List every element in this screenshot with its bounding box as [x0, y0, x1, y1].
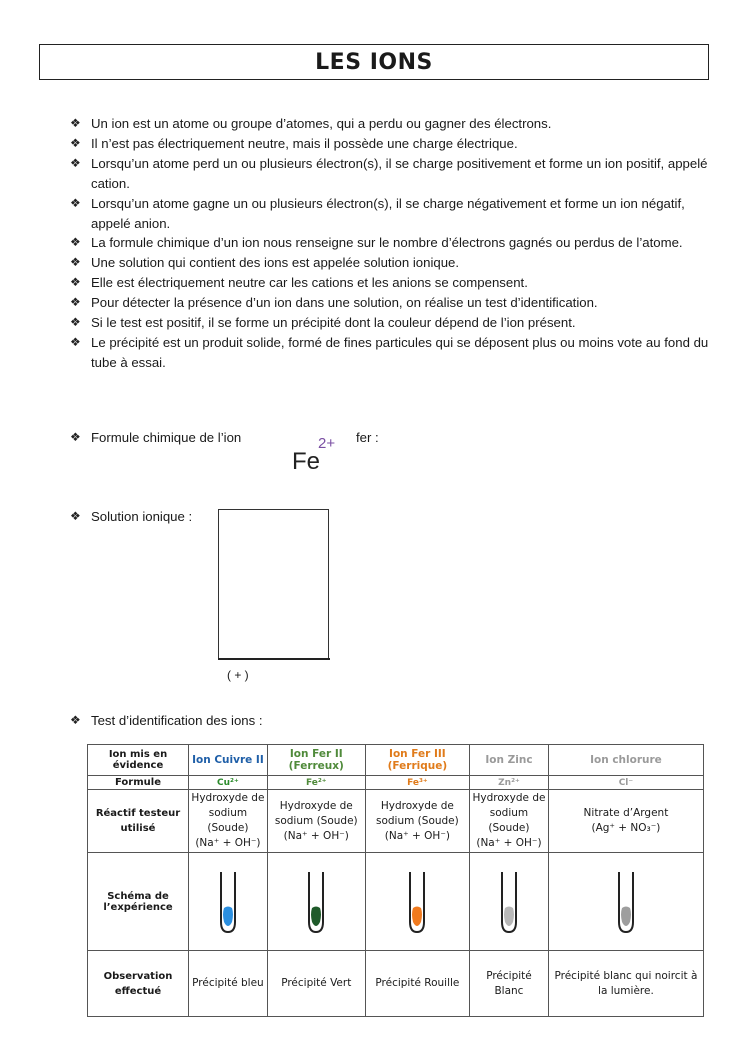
row-header-formula: Formule	[88, 776, 189, 790]
precipitate	[311, 906, 321, 926]
definition-list	[70, 114, 710, 373]
charge-note: ( + )	[227, 668, 249, 682]
row-header-reagent: Réactif testeur utilisé	[88, 790, 189, 853]
page-title: LES IONS	[39, 44, 709, 80]
precipitate	[412, 906, 422, 926]
list-item: ❖ Elle est électriquement neutre car les cations et les anions se compensent.	[70, 273, 710, 293]
ion-name-cell: Ion Zinc	[470, 745, 549, 776]
ion-charge: 2+	[318, 435, 336, 452]
test-tube-icon	[496, 870, 522, 934]
observation-cell: Précipité Vert	[267, 951, 365, 1017]
table-row	[88, 790, 704, 853]
ion-formula	[292, 435, 336, 476]
solution-label: ❖ Solution ionique :	[70, 509, 193, 524]
schema-cell	[470, 853, 549, 951]
diamond-bullet-icon: ❖	[70, 430, 81, 444]
test-tube-icon	[613, 870, 639, 934]
list-item: ❖ Lorsqu’un atome gagne un ou plusieurs électron(s), il se charge négativement et forme un ion négatif, appelé anion.	[70, 195, 685, 231]
test-label: ❖ Test d’identification des ions :	[70, 713, 263, 728]
test-tube-icon	[215, 870, 241, 934]
ion-name-cell: Ion Cuivre II	[189, 745, 268, 776]
schema-cell	[189, 853, 268, 951]
table-row	[88, 776, 704, 790]
diamond-bullet-icon: ❖	[70, 295, 81, 310]
list-item: ❖ Pour détecter la présence d’un ion dans une solution, on réalise un test d’identification.	[70, 293, 710, 313]
observation-cell: Précipité Blanc	[470, 951, 549, 1017]
observation-cell: Précipité blanc qui noircit à la lumière.	[548, 951, 703, 1017]
reagent-cell: Hydroxyde de sodium (Soude) (Na⁺ + OH⁻)	[365, 790, 469, 853]
table-row	[88, 853, 704, 951]
row-header-ion: Ion mis en évidence	[88, 745, 189, 776]
list-item: ❖ La formule chimique d’un ion nous renseigne sur le nombre d’électrons gagnés ou perdus de l’atome.	[70, 233, 710, 253]
row-header-observation: Observation effectué	[88, 951, 189, 1017]
diamond-bullet-icon: ❖	[70, 509, 81, 523]
row-header-schema: Schéma de l’expérience	[88, 853, 189, 951]
table-row	[88, 951, 704, 1017]
schema-cell	[548, 853, 703, 951]
list-item: ❖ Lorsqu’un atome perd un ou plusieurs électron(s), il se charge positivement et forme un ion positif, appelé cation.	[70, 155, 708, 191]
diamond-bullet-icon: ❖	[70, 315, 81, 330]
ion-name-cell: Ion Fer III (Ferrique)	[365, 745, 469, 776]
diamond-bullet-icon: ❖	[70, 334, 81, 349]
ion-symbol: Fe	[292, 448, 321, 475]
ion-name: fer :	[356, 430, 379, 445]
list-item: ❖ Le précipité est un produit solide, formé de fines particules qui se déposent plus ou moins vote au fond du tube à essai.	[70, 334, 709, 370]
diamond-bullet-icon: ❖	[70, 275, 81, 290]
reagent-cell: Hydroxyde de sodium (Soude) (Na⁺ + OH⁻)	[470, 790, 549, 853]
diamond-bullet-icon: ❖	[70, 235, 81, 250]
reagent-cell: Hydroxyde de sodium (Soude) (Na⁺ + OH⁻)	[267, 790, 365, 853]
diamond-bullet-icon: ❖	[70, 713, 81, 727]
ion-name-cell: Ion Fer II (Ferreux)	[267, 745, 365, 776]
diamond-bullet-icon: ❖	[70, 116, 81, 130]
formula-cell: Cu²⁺	[189, 776, 268, 790]
table-row	[88, 745, 704, 776]
precipitate	[223, 906, 233, 926]
formula-label: ❖ Formule chimique de l’ion	[70, 430, 242, 445]
test-tube-icon	[303, 870, 329, 934]
diamond-bullet-icon: ❖	[70, 195, 81, 210]
observation-cell: Précipité bleu	[189, 951, 268, 1017]
observation-cell: Précipité Rouille	[365, 951, 469, 1017]
diamond-bullet-icon: ❖	[70, 155, 81, 170]
precipitate	[621, 906, 631, 926]
formula-cell: Fe²⁺	[267, 776, 365, 790]
ion-test-table	[87, 744, 704, 1017]
reagent-cell: Nitrate d’Argent (Ag⁺ + NO₃⁻)	[548, 790, 703, 853]
formula-cell: Fe³⁺	[365, 776, 469, 790]
schema-cell	[365, 853, 469, 951]
test-tube-icon	[404, 870, 430, 934]
list-item: ❖ Un ion est un atome ou groupe d’atomes, qui a perdu ou gagner des électrons.	[70, 114, 710, 134]
beaker-drawing	[218, 509, 329, 659]
schema-cell	[267, 853, 365, 951]
precipitate	[504, 906, 514, 926]
list-item: ❖ Si le test est positif, il se forme un précipité dont la couleur dépend de l’ion présent.	[70, 313, 710, 333]
formula-cell: Zn²⁺	[470, 776, 549, 790]
reagent-cell: Hydroxyde de sodium (Soude) (Na⁺ + OH⁻)	[189, 790, 268, 853]
ion-name-cell: Ion chlorure	[548, 745, 703, 776]
formula-cell: Cl⁻	[548, 776, 703, 790]
beaker-base-line	[218, 658, 330, 660]
diamond-bullet-icon: ❖	[70, 255, 81, 270]
list-item: ❖ Une solution qui contient des ions est appelée solution ionique.	[70, 253, 710, 273]
list-item: ❖ Il n’est pas électriquement neutre, mais il possède une charge électrique.	[70, 134, 710, 154]
diamond-bullet-icon: ❖	[70, 135, 81, 150]
